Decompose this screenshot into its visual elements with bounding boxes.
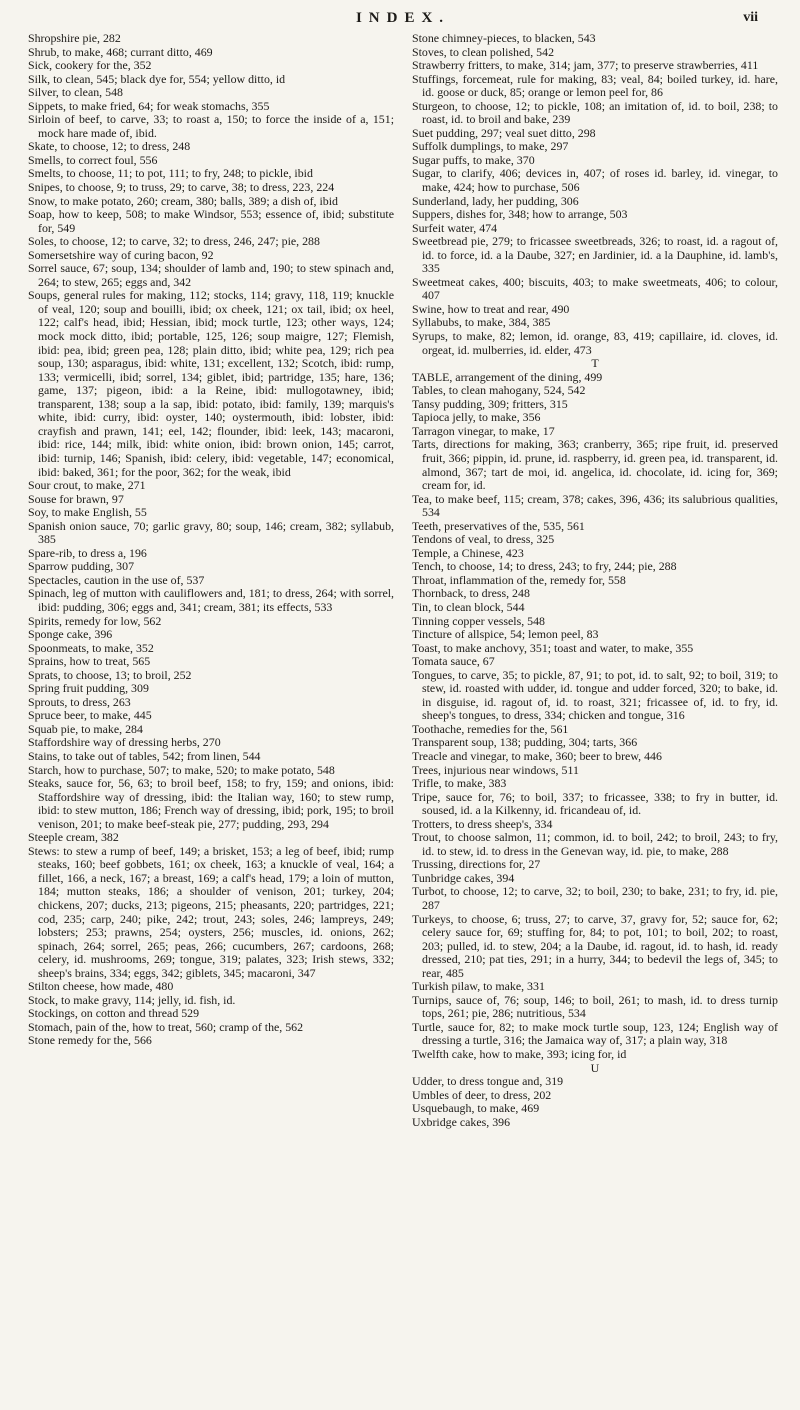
index-entry: Turkish pilaw, to make, 331 (412, 979, 545, 994)
index-entry: Tongues, to carve, 35; to pickle, 87, 91; to pot, id. to salt, 92; to boil, 319; to stew, id. roasted with udder, id. tongue and udder forced, 320; to bake, id. in disguise, id. ragout of, id. to roast, 321; fricassee of, id. to fry, id. sheep's tongues, to dress, 334; chicken and tongue, 316 (412, 667, 778, 723)
index-entry: Sturgeon, to choose, 12; to pickle, 108; an imitation of, id. to boil, 238; to roast, id. to broil and bake, 239 (412, 98, 778, 127)
index-entry: Trifle, to make, 383 (412, 776, 507, 791)
index-entry: Somersetshire way of curing bacon, 92 (28, 247, 214, 262)
index-entry: Toothache, remedies for the, 561 (412, 721, 569, 736)
index-entry: Sweetbread pie, 279; to fricassee sweetbreads, 326; to roast, id. a ragout of, id. to force, id. a la Daube, 327; en Jardinier, id. a la Dauphine, id. lamb's, 335 (412, 234, 778, 276)
index-entry: TABLE, arrangement of the dining, 499 (412, 369, 603, 384)
index-entry: Tinning copper vessels, 548 (412, 613, 545, 628)
index-entry: Stone remedy for the, 566 (28, 1033, 152, 1048)
index-entry: Tin, to clean block, 544 (412, 599, 525, 614)
index-entry: Trotters, to dress sheep's, 334 (412, 816, 553, 831)
index-entry: Teeth, preservatives of the, 535, 561 (412, 518, 585, 533)
index-entry: Sunderland, lady, her pudding, 306 (412, 193, 579, 208)
index-entry: Stoves, to clean polished, 542 (412, 44, 555, 59)
page-title: INDEX. (355, 10, 451, 26)
index-entry: Tea, to make beef, 115; cream, 378; cakes, 396, 436; its salubrious qualities, 534 (412, 491, 778, 520)
index-entry: Strawberry fritters, to make, 314; jam, 377; to preserve strawberries, 411 (412, 58, 759, 73)
index-entry: Soy, to make English, 55 (28, 505, 147, 520)
index-entry: Temple, a Chinese, 423 (412, 545, 524, 560)
index-entry: Sugar, to clarify, 406; devices in, 407; of roses id. barley, id. vinegar, to make, 424; how to purchase, 506 (412, 166, 778, 195)
index-entry: Sparrow pudding, 307 (28, 559, 135, 574)
index-entry: Smelts, to choose, 11; to pot, 111; to fry, 248; to pickle, ibid (28, 166, 313, 181)
index-entry: Thornback, to dress, 248 (412, 586, 530, 601)
index-columns (28, 32, 778, 1129)
index-entry: Snow, to make potato, 260; cream, 380; balls, 389; a dish of, ibid (28, 193, 338, 208)
index-entry: Turbot, to choose, 12; to carve, 32; to boil, 230; to bake, 231; to fry, id. pie, 287 (412, 884, 778, 912)
index-entry: Suet pudding, 297; veal suet ditto, 298 (412, 125, 596, 140)
index-entry: Swine, how to treat and rear, 490 (412, 301, 570, 316)
index-entry: Syllabubs, to make, 384, 385 (412, 315, 551, 330)
index-entry: Skate, to choose, 12; to dress, 248 (28, 139, 191, 154)
index-entry: Stilton cheese, how made, 480 (28, 979, 174, 994)
index-entry: Sick, cookery for the, 352 (28, 58, 152, 73)
page-number: vii (743, 10, 758, 25)
index-entry: Stomach, pain of the, how to treat, 560; cramp of the, 562 (28, 1019, 304, 1034)
index-entry: Treacle and vinegar, to make, 360; beer to brew, 446 (412, 748, 662, 763)
index-entry: Tarts, directions for making, 363; cranberry, 365; ripe fruit, id. preserved fruit, 366; pippin, id. prune, id. raspberry, id. green pea, id. transparent, id. almond, 367; tart de moi, id. angelica, id. chocolate, id. icing for, 369; cream for, id. (412, 437, 778, 493)
index-entry: Silver, to clean, 548 (28, 85, 123, 100)
index-entry: Silk, to clean, 545; black dye for, 554; yellow ditto, id (28, 71, 286, 86)
index-entry: Stock, to make gravy, 114; jelly, id. fish, id. (28, 992, 236, 1007)
index-entry: Sugar puffs, to make, 370 (412, 152, 535, 167)
index-entry: Spinach, leg of mutton with cauliflowers and, 181; to dress, 264; with sorrel, ibid: pudding, 306; eggs and, 341; cream, 381; its effects, 533 (28, 586, 394, 614)
index-entry: Tench, to choose, 14; to dress, 243; to fry, 244; pie, 288 (412, 559, 677, 574)
index-entry: Surfeit water, 474 (412, 220, 498, 235)
index-entry: Trout, to choose salmon, 11; common, id. to boil, 242; to broil, 243; to fry, id. to stew, id. to dress in the Genevan way, id. pie, to make, 288 (412, 830, 778, 858)
index-entry: Smells, to correct foul, 556 (28, 152, 158, 167)
index-entry: Shrub, to make, 468; currant ditto, 469 (28, 44, 213, 59)
index-entry: Tunbridge cakes, 394 (412, 870, 515, 885)
index-entry: Sweetmeat cakes, 400; biscuits, 403; to make sweetmeats, 406; to colour, 407 (412, 274, 778, 303)
index-entry: Snipes, to choose, 9; to truss, 29; to carve, 38; to dress, 223, 224 (28, 180, 335, 195)
index-entry: Stockings, on cotton and thread 529 (28, 1006, 200, 1021)
index-entry: Stuffings, forcemeat, rule for making, 83; veal, 84; boiled turkey, id. hare, id. goose or duck, 85; orange or lemon peel for, 86 (412, 71, 778, 100)
index-entry: Sorrel sauce, 67; soup, 134; shoulder of lamb and, 190; to stew spinach and, 264; to stew, 265; eggs and, 342 (28, 261, 394, 289)
index-entry: Shropshire pie, 282 (28, 31, 121, 45)
index-entry: Stains, to take out of tables, 542; from linen, 544 (28, 748, 261, 763)
index-entry: Turnips, sauce of, 76; soup, 146; to boil, 261; to mash, id. to dress turnip tops, 261; pie, 286; nutritious, 534 (412, 992, 778, 1021)
index-entry: Tansy pudding, 309; fritters, 315 (412, 396, 568, 411)
index-entry: Transparent soup, 138; pudding, 304; tarts, 366 (412, 735, 638, 750)
left-column (28, 32, 394, 1129)
index-entry: Spring fruit pudding, 309 (28, 681, 149, 696)
index-entry: Turtle, sauce for, 82; to make mock turtle soup, 123, 124; English way of dressing a turtle, 316; the Jamaica way of, 317; a plain way, 318 (412, 1019, 778, 1048)
index-entry: Sirloin of beef, to carve, 33; to roast a, 150; to force the inside of a, 151; mock hare made of, ibid. (28, 112, 394, 140)
index-entry: Trussing, directions for, 27 (412, 857, 541, 872)
index-entry: Spectacles, caution in the use of, 537 (28, 572, 205, 587)
index-entry: Sippets, to make fried, 64; for weak stomachs, 355 (28, 98, 270, 113)
index-letter-heading: U (590, 1060, 600, 1075)
index-entry: Steeple cream, 382 (28, 830, 119, 845)
index-entry: Soles, to choose, 12; to carve, 32; to dress, 246, 247; pie, 288 (28, 234, 320, 249)
index-entry: Spirits, remedy for low, 562 (28, 613, 162, 628)
index-entry: Suffolk dumplings, to make, 297 (412, 139, 569, 154)
index-entry: Sprats, to choose, 13; to broil, 252 (28, 667, 192, 682)
index-entry: Sponge cake, 396 (28, 627, 113, 642)
index-letter-heading: T (591, 356, 599, 371)
index-entry: Spruce beer, to make, 445 (28, 708, 152, 723)
index-entry: Toast, to make anchovy, 351; toast and water, to make, 355 (412, 640, 694, 655)
index-entry: Suppers, dishes for, 348; how to arrange, 503 (412, 207, 628, 222)
index-entry: Tarragon vinegar, to make, 17 (412, 423, 555, 438)
index-entry: Udder, to dress tongue and, 319 (412, 1074, 564, 1089)
index-entry: Sour crout, to make, 271 (28, 478, 146, 493)
index-entry: Spoonmeats, to make, 352 (28, 640, 154, 655)
index-entry: Soups, general rules for making, 112; stocks, 114; gravy, 118, 119; knuckle of veal, 120; soup and bouilli, ibid; ox cheek, 121; ox tail, ibid; ox heel, 122; calf's head, ibid; Hessian, ibid; mock turtle, 123; other ways, 124; mock mock ditto, ibid; portable, 125, 126; soup maigre, 127; Flemish, ibid: pea, ibid; green pea, 128; plain ditto, ibid; white pea, 129; rich pea soup, 130; asparagus, ibid: white, 131; excellent, 132; Scotch, ibid: rump, 133; vermicelli, ibid; sorrel, 134; giblet, ibid; partridge, 135; hare, 136; game, 137; pigeon, ibid: a la Reine, ibid: mullogotawney, ibid; transparent, 138; soup a la sap, ibid: potato, ibid: family, 139; marquis's white, ibid: curry, ibid: oyster, 140; oystermouth, ibid: lobster, ibid: crayfish and prawn, 141; eel, 142; flounder, ibid: leek, 143; macaroni, ibid: rice, 144; milk, ibid: white onion, ibid: brown onion, 145; carrot, ibid: turnip, 146; Spanish, ibid: celery, ibid: vegetable, 147; economical, ibid: baked, 361; for the poor, 362; for the weak, ibid (28, 288, 394, 479)
index-entry: Spare-rib, to dress a, 196 (28, 545, 147, 560)
index-entry: Tapioca jelly, to make, 356 (412, 410, 541, 425)
index-entry: Tripe, sauce for, 76; to boil, 337; to fricassee, 338; to fry in butter, id. soused, id. a la Kilkenny, id. fricandeau of, id. (412, 789, 778, 818)
index-entry: Twelfth cake, how to make, 393; icing for, id (412, 1047, 627, 1062)
index-entry: Uxbridge cakes, 396 (412, 1114, 511, 1129)
index-entry: Umbles of deer, to dress, 202 (412, 1087, 552, 1102)
index-entry: Starch, how to purchase, 507; to make, 520; to make potato, 548 (28, 762, 335, 777)
index-entry: Tables, to clean mahogany, 524, 542 (412, 383, 586, 398)
index-entry: Squab pie, to make, 284 (28, 721, 143, 736)
index-entry: Tincture of allspice, 54; lemon peel, 83 (412, 627, 599, 642)
index-entry: Sprains, how to treat, 565 (28, 654, 151, 669)
index-entry: Turkeys, to choose, 6; truss, 27; to carve, 37, gravy for, 52; sauce for, 62; celery sauce for, 69; stuffing for, 84; to pot, 101; to boil, 202; to roast, 203; pulled, id. to stew, 204; a la Daube, id. ragout, id. to hash, id. ready dressed, 210; pat ties, 291; in a hurry, 344; to bedevil the legs of, 345; to rear, 485 (412, 911, 778, 980)
index-entry: Tomata sauce, 67 (412, 654, 495, 669)
index-entry: Spanish onion sauce, 70; garlic gravy, 80; soup, 146; cream, 382; syllabub, 385 (28, 518, 394, 547)
index-entry: Tendons of veal, to dress, 325 (412, 532, 555, 547)
index-entry: Soap, how to keep, 508; to make Windsor, 553; essence of, ibid; substitute for, 549 (28, 207, 394, 235)
index-entry: Usquebaugh, to make, 469 (412, 1101, 540, 1116)
index-entry: Syrups, to make, 82; lemon, id. orange, 83, 419; capillaire, id. cloves, id. orgeat, id. mulberries, id. elder, 473 (412, 329, 778, 357)
index-entry: Trees, injurious near windows, 511 (412, 762, 579, 777)
index-entry: Throat, inflammation of the, remedy for, 558 (412, 572, 626, 587)
right-column (412, 32, 778, 1129)
index-entry: Staffordshire way of dressing herbs, 270 (28, 735, 221, 750)
index-entry: Souse for brawn, 97 (28, 491, 124, 506)
index-entry: Stone chimney-pieces, to blacken, 543 (412, 31, 596, 45)
index-entry: Stews: to stew a rump of beef, 149; a brisket, 153; a leg of beef, ibid; rump steaks, 160; beef gobbets, 161; ox cheek, 163; a knuckle of veal, 164; a fillet, 166, a neck, 167; a breast, 169; a calf's head, 179; a loin of mutton, 184; mutton steaks, 186; a shoulder of venison, 201; turkey, 204; chickens, 207; ducks, 213; pigeons, 215; pheasants, 220; partridges, 221; cod, 235; carp, 240; pike, 242; trout, 243; soles, 246; lampreys, 249; lobsters; 253; prawns, 254; oysters, 256; muscles, id. onions, 262; spinach, 264; sorrel, 265; peas, 266; cucumbers, 267; cardoons, 268; celery, id. mushrooms, 269; tongue, 319; palates, 323; Irish stews, 332; sheep's brains, 334; eggs, 342; giblets, 345; macaroni, 347 (28, 843, 394, 980)
index-entry: Steaks, sauce for, 56, 63; to broil beef, 158; to fry, 159; and onions, ibid: Staffordshire way of dressing, ibid: the Italian way, 160; to stew rump, ibid: to stew mutton, 186; French way of dressing, ibid; pork, 195; to broil venison, 201; to make beef-steak pie, 277; pudding, 293, 294 (28, 776, 394, 831)
running-head (28, 10, 778, 32)
index-entry: Sprouts, to dress, 263 (28, 694, 131, 709)
